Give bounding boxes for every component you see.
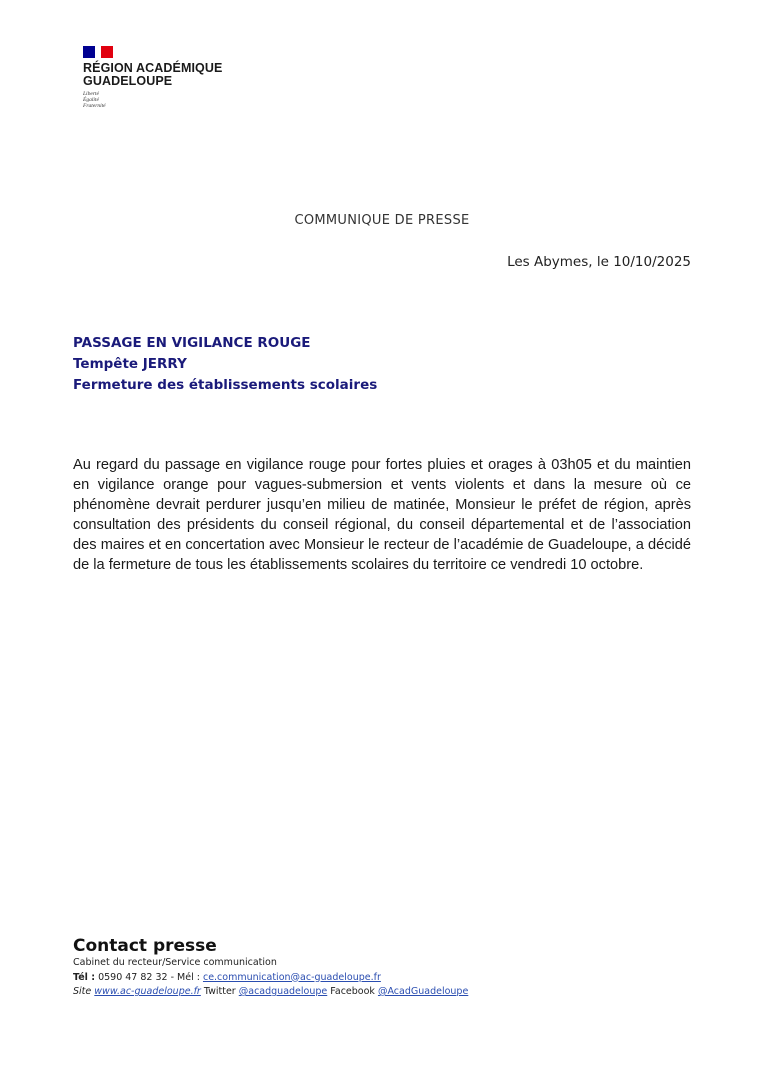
tel-value: 0590 47 82 32 - Mél : bbox=[98, 971, 200, 983]
facebook-label: Facebook bbox=[330, 986, 375, 997]
body-paragraph: Au regard du passage en vigilance rouge pour fortes pluies et orages à 03h05 et du maintien en vigilance orange pour vagues-submersion et vents violents et dans la mesure où ce phénomène devrait perdurer jusqu’en milieu de matinée, Monsieur le préfet de région, après consultation des présidents du conseil régional, du conseil départemental et de l’association des maires et en concertation avec Monsieur le recteur de l’académie de Guadeloupe, a décidé de la fermeture de tous les établissements scolaires du territoire ce vendredi 10 octobre. bbox=[73, 457, 691, 573]
site-label: Site bbox=[73, 986, 92, 997]
headline-line1: PASSAGE EN VIGILANCE ROUGE bbox=[73, 335, 311, 351]
place-date: Les Abymes, le 10/10/2025 bbox=[507, 254, 691, 270]
email-link[interactable]: ce.communication@ac-guadeloupe.fr bbox=[202, 971, 381, 983]
contact-phone-email bbox=[73, 971, 468, 986]
republic-motto bbox=[83, 91, 222, 109]
site-link[interactable]: www.ac-guadeloupe.fr bbox=[94, 986, 201, 997]
contact-title: Contact presse bbox=[73, 936, 217, 956]
headline bbox=[73, 333, 377, 396]
motto-fraternite: Fraternité bbox=[83, 103, 106, 109]
motto-liberte: Liberté bbox=[83, 91, 99, 97]
twitter-link[interactable]: @acadguadeloupe bbox=[238, 986, 328, 997]
contact-social bbox=[73, 985, 468, 1000]
contact-service: Cabinet du recteur/Service communication bbox=[73, 957, 277, 968]
flag-red bbox=[101, 46, 113, 58]
logo-title-line2: GUADELOUPE bbox=[83, 74, 173, 88]
headline-line2: Tempête JERRY bbox=[73, 356, 187, 372]
twitter-label: Twitter bbox=[203, 986, 236, 997]
document-type: COMMUNIQUE DE PRESSE bbox=[294, 213, 470, 228]
region-academique-logo bbox=[83, 46, 222, 109]
french-flag-icon bbox=[83, 46, 117, 58]
contact-block bbox=[73, 936, 468, 1000]
headline-line3: Fermeture des établissements scolaires bbox=[73, 377, 378, 393]
facebook-link[interactable]: @AcadGuadeloupe bbox=[377, 986, 469, 997]
motto-egalite: Égalité bbox=[83, 97, 99, 103]
logo-title-line1: RÉGION ACADÉMIQUE bbox=[83, 61, 223, 75]
tel-label: Tél : bbox=[73, 971, 96, 983]
flag-blue bbox=[83, 46, 95, 58]
